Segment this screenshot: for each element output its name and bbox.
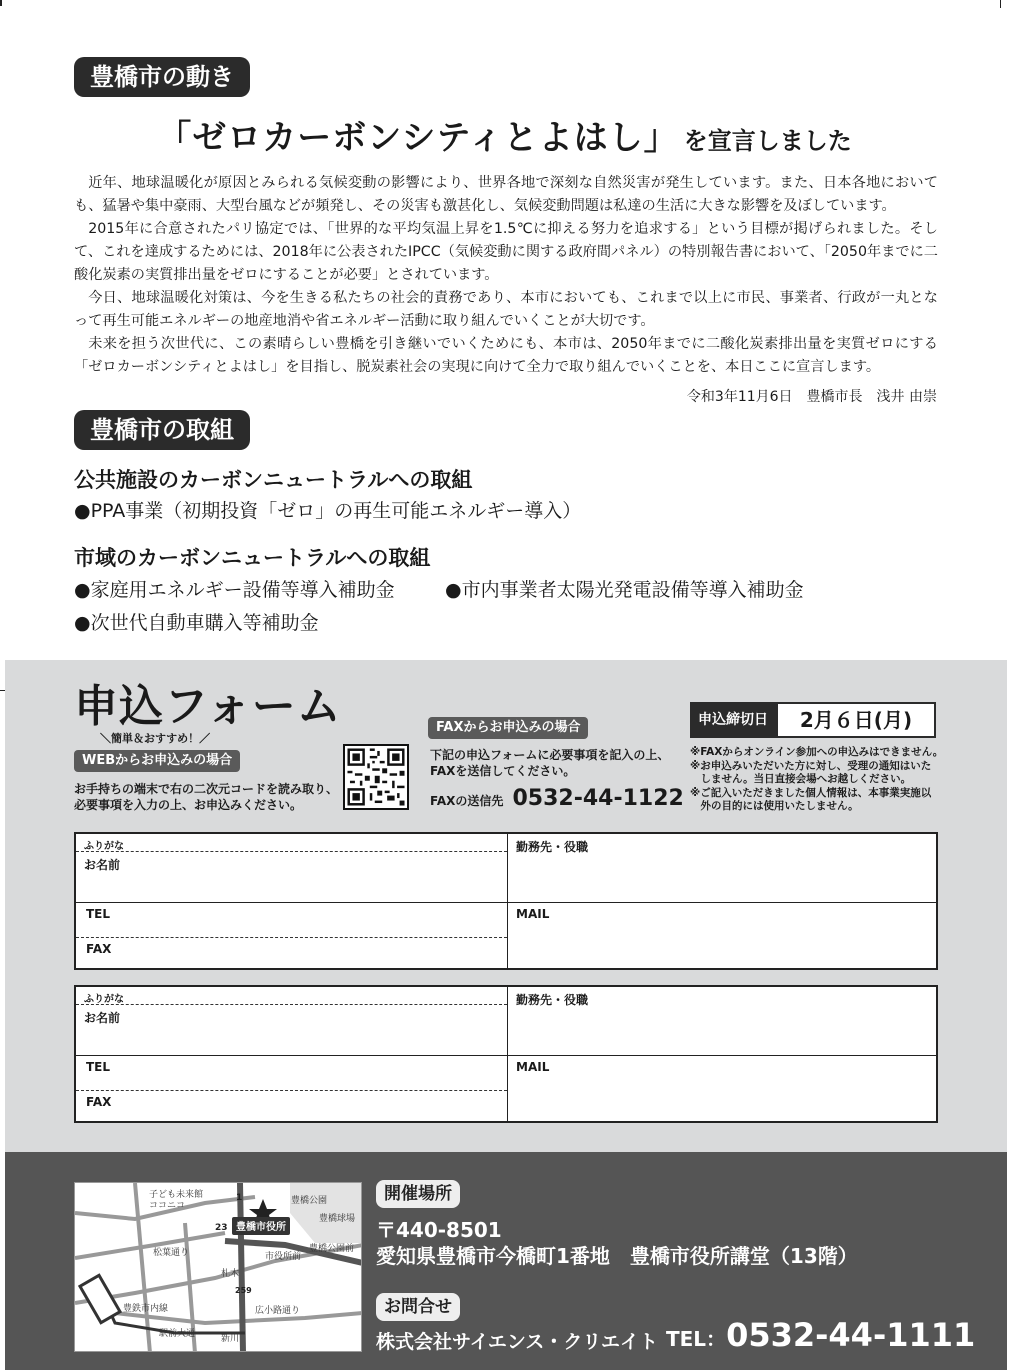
contact-tag: お問合せ xyxy=(376,1293,460,1321)
instruction-line: お手持ちの端末で右の二次元コードを読み取り、 xyxy=(74,782,339,796)
fax-application-tag: FAXからお申込みの場合 xyxy=(428,717,588,739)
divider xyxy=(76,937,507,938)
note-line: しません。当日直接会場へお越しください。 xyxy=(690,773,912,785)
map-label-matsuba: 松葉通り xyxy=(153,1248,190,1258)
city-area-heading: 市域のカーボンニュートラルへの取組 xyxy=(74,546,431,570)
tel-label: TEL xyxy=(86,907,111,921)
divider xyxy=(76,1004,507,1005)
instruction-line: FAXを送信してください。 xyxy=(430,764,576,778)
easy-note: ＼簡単＆おすすめ！／ xyxy=(100,732,211,745)
map-label-route1: 1 xyxy=(236,1193,243,1203)
tel-label: TEL： xyxy=(666,1327,727,1351)
tel-number: 0532-44-1111 xyxy=(726,1316,976,1354)
postal-code: 〒440-8501 xyxy=(376,1218,502,1242)
map-label-shiyakushomae: 市役所前 xyxy=(265,1252,302,1262)
map-label-stadium: 豊橋球場 xyxy=(319,1214,356,1224)
divider xyxy=(507,987,508,1121)
fax-instructions xyxy=(430,747,669,779)
vehicle-subsidy-item: ●次世代自動車購入等補助金 xyxy=(74,612,319,634)
deadline-label: 申込締切日 xyxy=(690,702,776,738)
divider xyxy=(76,1090,507,1091)
fax-destination xyxy=(430,786,684,811)
paragraph: 近年、地球温暖化が原因とみられる気候変動の影響により、世界各地で深刻な自然災害が発生しています。また、日本各地においても、猛暑や集中豪雨、大型台風などが頻発し、その災害も激甚化し、気候変動問題は私達の生活に大きな影響を及ぼしています。 xyxy=(74,175,938,214)
section-label-movement: 豊橋市の動き xyxy=(74,57,250,97)
declaration-text xyxy=(74,172,938,379)
fax-number: 0532-44-1122 xyxy=(512,786,684,811)
divider xyxy=(507,834,508,968)
divider xyxy=(76,902,936,903)
workplace-label: 勤務先・役職 xyxy=(516,993,589,1007)
solar-subsidy-item: ●市内事業者太陽光発電設備等導入補助金 xyxy=(445,579,804,601)
divider xyxy=(76,1055,936,1056)
map-label-koenmae: 豊橋公園前 xyxy=(309,1244,355,1254)
furigana-label: ふりがな xyxy=(84,841,124,852)
map-label-fudaki: 札木 xyxy=(221,1269,240,1279)
headline xyxy=(0,110,1009,159)
furigana-label: ふりがな xyxy=(84,994,124,1005)
signature: 令和3年11月6日 豊橋市長 浅井 由崇 xyxy=(686,389,937,405)
fax-field-label: FAX xyxy=(86,1095,112,1109)
paragraph: 今日、地球温暖化対策は、今を生きる私たちの社会的責務であり、本市においても、これまで以上に市民、事業者、行政が一丸となって再生可能エネルギーの地産地消や省エネルギー活動に取り組んでいくことが大切です。 xyxy=(74,290,938,329)
section-label-initiatives: 豊橋市の取組 xyxy=(74,410,250,450)
contact-company: 株式会社サイエンス・クリエイト xyxy=(376,1331,658,1353)
tel-label: TEL xyxy=(86,1060,111,1074)
household-subsidy-item: ●家庭用エネルギー設備等導入補助金 xyxy=(74,579,395,601)
map-label-kokoniko: ココニコ xyxy=(149,1201,186,1211)
public-facilities-heading: 公共施設のカーボンニュートラルへの取組 xyxy=(74,468,473,492)
instruction-line: 下記の申込フォームに必要事項を記入の上、 xyxy=(430,748,670,762)
web-instructions xyxy=(74,781,338,813)
form-title: 申込フォーム xyxy=(74,681,342,732)
form-notes xyxy=(690,746,943,814)
note-line: ※お申込みいただいた方に対し、受理の通知はいた xyxy=(690,759,932,772)
map-label-route23: 23 xyxy=(215,1223,228,1233)
paragraph: 未来を担う次世代に、この素晴らしい豊橋を引き継いでいくためにも、本市は、2050年までに二酸化炭素排出量を実質ゼロにする「ゼロカーボンシティとよはし」を目指し、脱炭素社会の実現に向けて全力で取り組んでいくことを、本日ここに宣言します。 xyxy=(74,336,938,375)
qr-code-icon xyxy=(345,746,407,808)
deadline-box xyxy=(690,702,936,738)
map-label-shinaisen: 豊鉄市内線 xyxy=(123,1304,169,1314)
map-label-shinkawa: 新川 xyxy=(221,1334,240,1344)
ppa-item: ●PPA事業（初期投資「ゼロ」の再生可能エネルギー導入） xyxy=(74,500,582,522)
headline-suffix: を宣言しました xyxy=(683,127,852,155)
venue-map xyxy=(74,1182,362,1352)
workplace-label: 勤務先・役職 xyxy=(516,840,589,854)
divider xyxy=(76,851,507,852)
map-graphic xyxy=(75,1183,362,1352)
map-label-hirokoji: 広小路通り xyxy=(255,1306,301,1316)
qr-code[interactable] xyxy=(343,744,409,810)
mail-label: MAIL xyxy=(516,907,550,921)
venue-address: 愛知県豊橋市今橋町1番地 豊橋市役所講堂（13階） xyxy=(376,1244,858,1268)
paragraph: 2015年に合意されたパリ協定では、「世界的な平均気温上昇を1.5℃に抑える努力を追求する」という目標が掲げられました。そして、これを達成するためには、2018年に公表されたIPCC（気候変動に関する政府間パネル）の特別報告書において、「2050年までに二酸化炭素の実質排出量をゼロにすることが必要」とされています。 xyxy=(74,221,938,283)
applicant-form-1 xyxy=(74,832,938,970)
map-label-cityhall: 豊橋市役所 xyxy=(236,1222,286,1233)
deadline-value: 2月６日(月) xyxy=(776,702,936,738)
map-label-route259: 259 xyxy=(235,1286,252,1295)
note-line: 外の目的には使用いたしません。 xyxy=(690,800,859,812)
name-label: お名前 xyxy=(84,1011,121,1025)
crop-mark xyxy=(1000,0,1001,8)
map-label-kodomo: 子ども未来館 xyxy=(149,1190,204,1200)
fax-field-label: FAX xyxy=(86,942,112,956)
map-label-park: 豊橋公園 xyxy=(291,1196,328,1206)
name-label: お名前 xyxy=(84,858,121,872)
instruction-line: 必要事項を入力の上、お申込みください。 xyxy=(74,798,303,812)
venue-tag: 開催場所 xyxy=(376,1180,460,1208)
note-line: ※FAXからオンライン参加への申込みはできません。 xyxy=(690,746,944,758)
note-line: ※ご記入いただきました個人情報は、本事業実施以 xyxy=(690,786,932,799)
crop-mark xyxy=(0,0,2,6)
fax-label: FAXの送信先 xyxy=(430,794,504,808)
map-label-ekimae: 駅前大通 xyxy=(159,1329,196,1339)
contact-tel xyxy=(666,1316,975,1354)
web-application-tag: WEBからお申込みの場合 xyxy=(74,750,240,772)
headline-main: 「ゼロカーボンシティとよはし」 xyxy=(157,118,679,158)
mail-label: MAIL xyxy=(516,1060,550,1074)
applicant-form-2 xyxy=(74,985,938,1123)
